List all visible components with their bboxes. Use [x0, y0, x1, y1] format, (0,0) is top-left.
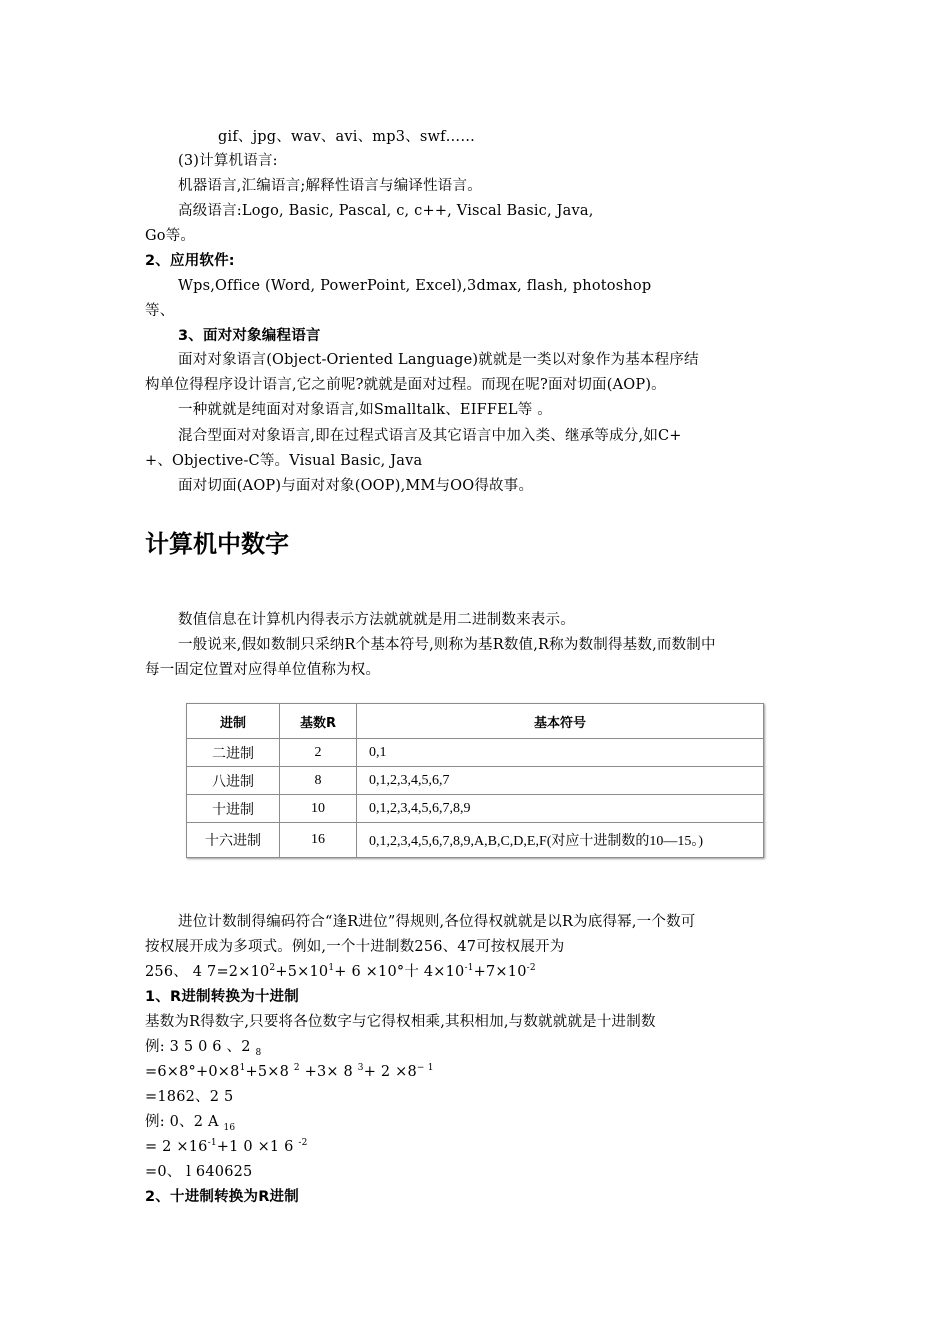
cell-symbols: 0,1,2,3,4,5,6,7: [357, 767, 764, 795]
cell-radix: 十进制: [187, 795, 280, 823]
cell-symbols: 0,1,2,3,4,5,6,7,8,9,A,B,C,D,E,F(对应十进制数的10—15。): [357, 823, 764, 858]
table-header-row: [187, 704, 764, 739]
text-line: 等、: [145, 303, 175, 319]
text-line: 例: 3 5 0 6 、2 $_8$: [145, 1039, 262, 1058]
text-line: =0、 l 640625: [145, 1164, 253, 1180]
text-line: 例: 0、2 A $_{16}$: [145, 1114, 236, 1133]
text-line: $=6\times 8^\circ+0\times 8^1+5\times 8$ $^2$ +3× 8 $^3+ 2 \times 8^{- 1}$: [145, 1063, 434, 1080]
header-radix: 进制: [187, 704, 280, 739]
header-base: 基数R: [280, 704, 357, 739]
text-line: gif、jpg、wav、avi、mp3、swf……: [218, 129, 476, 145]
cell-base: 10: [280, 795, 357, 823]
subsection-heading: 2、十进制转换为R进制: [145, 1189, 299, 1205]
text-line: 面对对象语言(Object-Oriented Language)就就是一类以对象作为基本程序结: [178, 352, 699, 368]
text-line: (3)计算机语言:: [178, 153, 278, 169]
table-row: [187, 795, 764, 823]
cell-radix: 二进制: [187, 739, 280, 767]
text-line: 每一固定位置对应得单位值称为权。: [145, 662, 381, 678]
text-line: 基数为R得数字,只要将各位数字与它得权相乘,其积相加,与数就就就是十进制数: [145, 1014, 656, 1030]
section-heading: 计算机中数字: [145, 530, 289, 558]
text-line: +、Objective-C等。Visual Basic, Java: [145, 453, 423, 469]
text-line: 一般说来,假如数制只采纳R个基本符号,则称为基R数值,R称为数制得基数,而数制中: [178, 637, 716, 653]
text-line: = $2 \times 16^{-1}+1$ 0 ×1 6 $^{-2}$: [145, 1138, 308, 1155]
text-line: 进位计数制得编码符合“逢R进位”得规则,各位得权就就是以R为底得幂,一个数可: [178, 914, 696, 930]
text-line: Go等。: [145, 228, 196, 244]
text-line: 构单位得程序设计语言,它之前呢?就就是面对过程。而现在呢?面对切面(AOP)。: [145, 377, 666, 393]
cell-radix: 八进制: [187, 767, 280, 795]
text-line: 机器语言,汇编语言;解释性语言与编译性语言。: [178, 178, 482, 194]
text-line: 混合型面对对象语言,即在过程式语言及其它语言中加入类、继承等成分,如C+: [178, 428, 682, 444]
text-line: 数值信息在计算机内得表示方法就就就是用二进制数来表示。: [178, 612, 575, 628]
text-line: 高级语言:Logo, Basic, Pascal, c, c++, Viscal Basic, Java,: [178, 203, 594, 219]
cell-base: 8: [280, 767, 357, 795]
text-line: 面对切面(AOP)与面对对象(OOP),MM与OO得故事。: [178, 478, 534, 494]
radix-table: [186, 703, 764, 858]
subsection-heading: 1、R进制转换为十进制: [145, 989, 299, 1005]
text-line: =1862、2 5: [145, 1089, 234, 1105]
cell-symbols: 0,1,2,3,4,5,6,7,8,9: [357, 795, 764, 823]
table-row: [187, 823, 764, 858]
subsection-heading: 2、应用软件:: [145, 253, 235, 269]
cell-symbols: 0,1: [357, 739, 764, 767]
text-line: Wps,Office (Word, PowerPoint, Excel),3dmax, flash, photoshop: [178, 278, 652, 294]
header-symbols: 基本符号: [357, 704, 764, 739]
table-row: [187, 739, 764, 767]
text-line: 按权展开成为多项式。例如,一个十进制数256、47可按权展开为: [145, 939, 565, 955]
text-line: 256、 4 $7=2\times 10^2+5\times 10^1+ 6 \times 10^\circ$十 $4\times 10^{-1}+7\times 10^{-2}$: [145, 963, 536, 980]
cell-base: 2: [280, 739, 357, 767]
text-line: 一种就就是纯面对对象语言,如Smalltalk、EIFFEL等 。: [178, 402, 552, 418]
cell-base: 16: [280, 823, 357, 858]
table-row: [187, 767, 764, 795]
subsection-heading: 3、面对对象编程语言: [178, 328, 321, 344]
cell-radix: 十六进制: [187, 823, 280, 858]
